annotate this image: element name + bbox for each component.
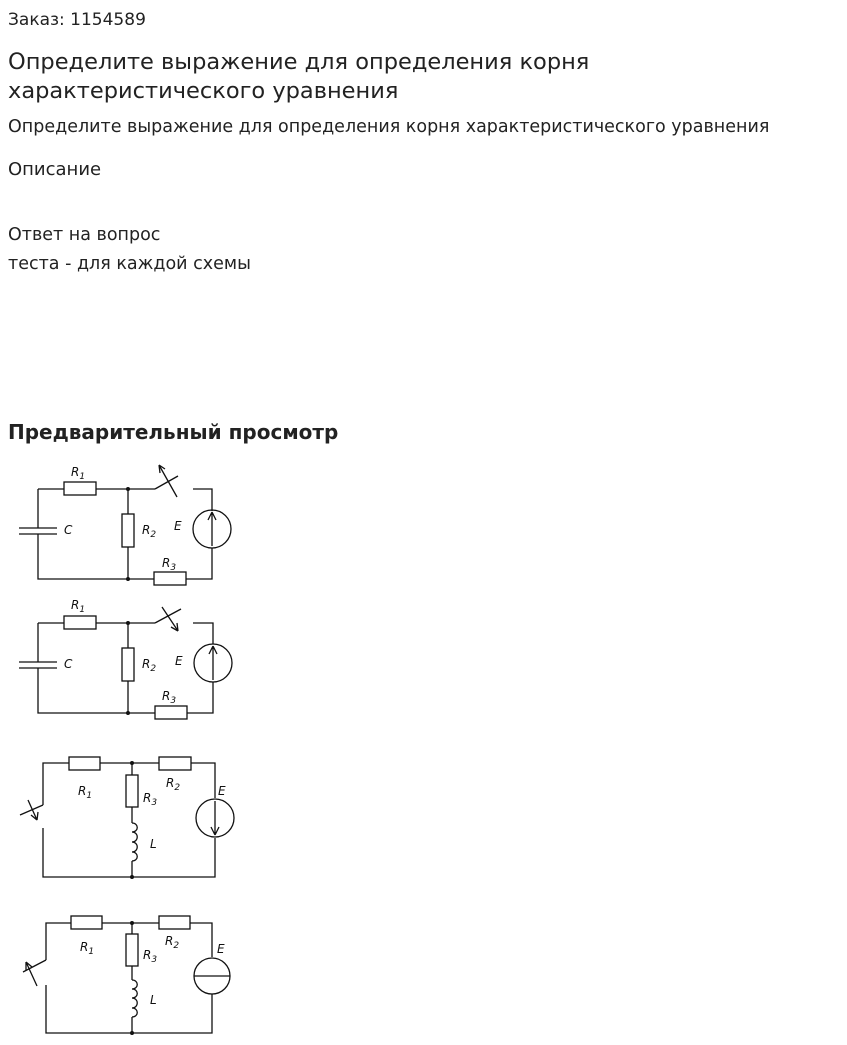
label-r1: $R_1$ — [78, 784, 93, 801]
page-subtitle: Определите выражение для определения корня характеристического уравнения — [8, 117, 770, 137]
label-e: E — [175, 654, 183, 668]
label-r1: $R_1$ — [71, 465, 86, 482]
label-r1: $R_1$ — [71, 598, 86, 615]
label-r2: $R_2$ — [166, 776, 181, 793]
label-r3: $R_3$ — [162, 689, 177, 706]
circuit-preview-image — [0, 455, 260, 1045]
description-heading: Описание — [8, 159, 102, 180]
label-c: C — [64, 523, 73, 537]
page-title: Определите выражение для определения корня характеристического уравнения — [8, 49, 590, 104]
label-l: L — [150, 837, 157, 851]
circuit-diagram-2 — [19, 598, 232, 719]
label-r3: $R_3$ — [162, 556, 177, 573]
circuit-diagram-1 — [19, 465, 231, 585]
label-e: E — [174, 519, 182, 533]
label-r3: $R_3$ — [143, 948, 158, 965]
label-r2: $R_2$ — [142, 657, 157, 674]
circuit-diagram-3 — [20, 757, 234, 879]
label-e: E — [218, 784, 226, 798]
circuit-diagram-4 — [23, 916, 230, 1035]
description-text — [8, 221, 251, 279]
label-r2: $R_2$ — [165, 934, 180, 951]
label-r1: $R_1$ — [80, 940, 95, 957]
description-line-1: Ответ на вопрос — [8, 225, 161, 245]
label-r2: $R_2$ — [142, 523, 157, 540]
order-number: Заказ: 1154589 — [8, 10, 146, 30]
label-e: E — [217, 942, 225, 956]
label-l: L — [150, 993, 157, 1007]
label-r3: $R_3$ — [143, 791, 158, 808]
preview-heading: Предварительный просмотр — [8, 420, 339, 444]
label-c: C — [64, 657, 73, 671]
description-line-2: теста - для каждой схемы — [8, 254, 251, 274]
